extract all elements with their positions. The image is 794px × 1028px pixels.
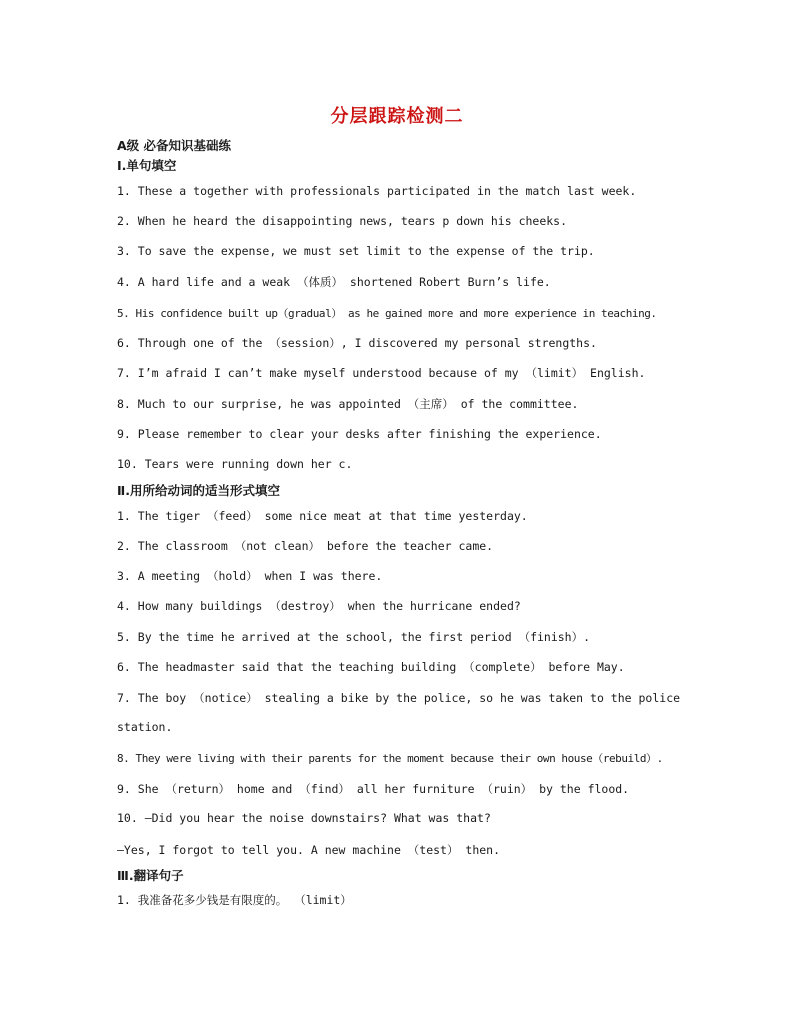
question-line: 8. Much to our surprise, he was appointed （主席） of the committee. xyxy=(117,397,579,411)
question-line: 8. They were living with their parents for the moment because their own house（rebuild）. xyxy=(117,752,663,765)
question-line: 9. She （return） home and （find） all her furniture （ruin） by the flood. xyxy=(117,782,630,796)
question-line: 4. A hard life and a weak （体质） shortened Robert Burn’s life. xyxy=(117,275,551,289)
page-title: 分层跟踪检测二 xyxy=(330,106,464,127)
question-line: station. xyxy=(117,720,173,734)
section-1-heading: Ⅰ.单句填空 xyxy=(117,158,177,173)
question-line: 3. A meeting （hold） when I was there. xyxy=(117,569,383,583)
question-line: 9. Please remember to clear your desks after finishing the experience. xyxy=(117,427,602,441)
question-line: 7. The boy （notice） stealing a bike by the police, so he was taken to the police xyxy=(117,691,681,705)
question-line: 2. The classroom （not clean） before the teacher came. xyxy=(117,539,494,553)
question-line: 6. The headmaster said that the teaching building （complete） before May. xyxy=(117,660,625,674)
question-line: 4. How many buildings （destroy） when the hurricane ended? xyxy=(117,599,521,613)
question-line: 7. I’m afraid I can’t make myself understood because of my （limit） English. xyxy=(117,366,646,380)
question-line: 5. His confidence built up（gradual） as he gained more and more experience in teaching. xyxy=(117,307,657,320)
question-line: 1. These a together with professionals participated in the match last week. xyxy=(117,184,637,198)
question-line: 10. Tears were running down her c. xyxy=(117,457,353,471)
question-line: 1. 我准备花多少钱是有限度的。 （limit） xyxy=(117,893,352,907)
question-line: 1. The tiger （feed） some nice meat at that time yesterday. xyxy=(117,509,528,523)
question-line: 6. Through one of the （session）, I discovered my personal strengths. xyxy=(117,336,597,350)
question-line: 5. By the time he arrived at the school, the first period （finish）. xyxy=(117,630,591,644)
question-line: 10. —Did you hear the noise downstairs? What was that? xyxy=(117,811,491,825)
section-3-heading: Ⅲ.翻译句子 xyxy=(117,868,184,883)
section-2-heading: Ⅱ.用所给动词的适当形式填空 xyxy=(117,483,280,498)
question-line: —Yes, I forgot to tell you. A new machine （test） then. xyxy=(117,843,501,857)
question-line: 3. To save the expense, we must set limit to the expense of the trip. xyxy=(117,244,595,258)
question-line: 2. When he heard the disappointing news, tears p down his cheeks. xyxy=(117,214,568,228)
level-a-heading: A级 必备知识基础练 xyxy=(117,138,232,153)
